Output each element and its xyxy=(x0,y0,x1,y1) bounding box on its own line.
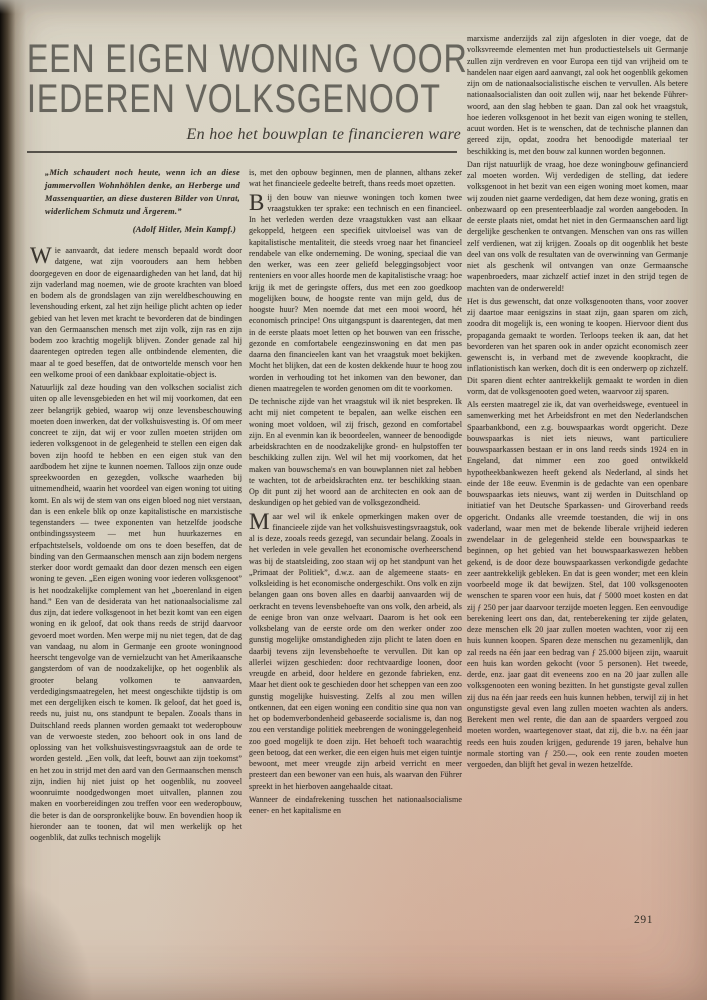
article-header xyxy=(27,36,468,153)
paragraph-text: aar wel wil ik enkele opmerkingen maken over de financieele zijde van het volkshuisvestingsvraagstuk, ook al is deze, zooals reeds gezegd, van secundair belang. Zooals in het verleden in vele gevallen het economische overheerschend was bij de staatsleiding, zoo staan wij op het standpunt van het „Primaat der Politiek”, d.w.z. aan de algemeene staats- en volksleiding is het economische ondergeschikt. Ons volk en zijn belangen gaan ons boven alles en daarbij aanvaarden wij de oerkracht en tevens levensbehoefte van ons volk, den arbeid, als de eenige bron van onze welvaart. Daarom is het ook een volksbelang van de eerste orde om den werker onder zoo gunstig mogelijke omstandigheden zijn plicht te laten doen en daarbij tevens zijn levensbehoefte te vervullen. Dit kan op allerlei wijzen geschieden: door rechtvaardige loonen, door vreugde en arbeid, door heldere en gezonde fabrieken, enz. Maar het dient ook te geschieden door het scheppen van een zoo gunstig mogelijke huisvesting. Zelfs al zou men willen ontkennen, dat een eigen woning een conditio sine qua non van het op bodemverbondenheid gebaseerde socialisme is, dan nog zou een verstandige politiek meebrengen de woninggelegenheid zoo goed mogelijk te doen zijn. Het behoeft toch waarachtig geen betoog, dat een werker, die een eigen huis met eigen tuintje bewoont, met meer vreugde zijn arbeid verricht en meer presteert dan een bewoner van een huis, als waarvan den Führer spreekt in het hierboven aangehaalde citaat. xyxy=(249,511,462,791)
paragraph xyxy=(30,245,242,380)
paragraph: De technische zijde van het vraagstuk wil ik niet bespreken. Ik acht mij niet competent te bepalen, aan welke eischen een woning moet voldoen, wil zij frisch, gezond en comfortabel zijn. En al evenmin kan ik beoordeelen, wanneer de benoodigde arbeidskrachten en de noodzakelijke grond- en hulpstoffen ter beschikking zullen zijn. Wel wil het mij voorkomen, dat het maken van bouwschema's en van bouwplannen niet zal hebben te wachten, tot de arbeidskrachten enz. ter beschikking staan. Op dit punt zij het woord aan de architecten en ook aan de deskundigen op het gebied van de volksgezondheid. xyxy=(249,397,462,508)
paper-page xyxy=(4,0,707,1000)
article-subtitle: En hoe het bouwplan te financieren ware xyxy=(186,126,461,143)
paragraph xyxy=(249,508,462,792)
title-line-2: IEDEREN VOLKSGENOOT xyxy=(27,77,441,122)
drop-cap-m: M xyxy=(249,508,270,534)
header-rule xyxy=(27,151,457,153)
paragraph: Het is dus gewenscht, dat onze volksgenooten thans, voor zoover zij daartoe maar eenigszins in staat zijn, gaan sparen om zich, zoodra dit mogelijk is, een woning te koopen. Hiervoor dient dus propaganda gemaakt te worden. Terloops teeken ik aan, dat het bevorderen van het sparen ook in ander opzicht economisch zeer gewenscht is, in verband met de zwevende koopkracht, die inflationistisch kan werken, doch dit is een onderwerp op zichzelf. Dit sparen dient echter aantrekkelijk gemaakt te worden in dien vorm, dat de volksgenooten goed weten, waarvoor zij sparen. xyxy=(467,296,688,396)
page-left-edge xyxy=(0,0,26,1000)
text-column-2 xyxy=(249,167,462,818)
quote-attribution: (Adolf Hitler, Mein Kampf.) xyxy=(132,225,236,234)
epigraph-quote xyxy=(30,166,242,236)
paragraph: Als eersten maatregel zie ik, dat van overheidswege, eventueel in samenwerking met het Arbeidsfront en met den Nederlandschen Spaarbankbond, een z.g. bouwspaarkas wordt opgericht. Deze bouwspaarkas is niet iets nieuws, want particuliere bouwspaarkassen bestaan er in ons land reeds sinds 1924 en in Engeland, dat nimmer een zoo goed ontwikkeld hypotheekbankwezen heeft gekend als Nederland, al sinds het einde der 18e eeuw. Evenmin is de gedachte van een openbare bouwspaarkas iets nieuws, want zij werden in Duitschland op initiatief van het Deutsche Sparkassen- und Giroverband reeds opgericht. Ondanks alle vreemde toestanden, die wij in ons vaderland, waar men met de bekende liberale vrijheid iederen zwendelaar in de gelegenheid stelde een bouwspaarkas te beginnen, op het gebied van het bouwspaarkaswezen hebben gekend, is de door deze bouwspaarkassen verkondigde gedachte zeer aantrekkelijk gebleken. En dat is geen wonder; met een klein voorbeeld moge ik dat bewijzen. Stel, dat 100 volksgenooten wenschen te sparen voor een huis, dat ƒ 5000 moet kosten en dat zij ƒ 250 per jaar daarvoor terzijde moeten leggen. Een eenvoudige berekening leert ons dan, dat, renteberekening ter zijde gelaten, deze menschen elk 20 jaar zullen moeten wachten, voor zij een huis kunnen koopen. Sparen deze menschen nu gezamenlijk, dan zal reeds na één jaar een bedrag van ƒ 25.000 bijeen zijn, waaruit een huis kan worden gekocht (voor 5 personen). Het tweede, derde, enz. jaar gaat dit eveneens zoo en na 20 jaar zullen alle volksgenooten een woning bezitten. In het gunstigste geval zullen zij dus na één jaar reeds een huis kunnen hebben, terwijl zij in het ongunstigste geval even lang zullen moeten wachten als anders. Berekent men wel rente, die dan aan de spaarders vergoed zou moeten worden, waartegenover staat, dat zij, die b.v. na één jaar reeds een huis zouden krijgen, gedurende 19 jaren, behalve hun normale storting van ƒ 250.—, ook een rente zouden moeten vergoeden, dan blijft het geval in wezen hetzelfde. xyxy=(467,400,688,769)
paragraph-text: ie aanvaardt, dat iedere mensch bepaald wordt door datgene, wat zijn voorouders aan hem hebben doorgegeven en door de eigenaardigheden van het land, dat hij zijn vaderland mag noemen, wie de groote krachten van bloed en bodem als de grondslagen van zijn wereldbeschouwing en levenshouding erkent, zal het zijn heilige plicht achten op ieder gebied van het leven met kracht te bevorderen dat de bindingen van den Germaanschen mensch met zijn volk, zijn ras en zijn bodem zoo krachtig mogelijk blijven. Zonder genade zal hij daarentegen optreden tegen alle ontbindende elementen, die maar al te goed beseffen, dat de ontwortelde mensch voor hen een welkome prooi of een dankbaar exploitatie-object is. xyxy=(30,246,242,379)
title-line-1: EEN EIGEN WONING VOOR xyxy=(27,37,468,82)
paragraph: marxisme anderzijds zal zijn afgesloten in dier voege, dat de volksvreemde elementen met hun productiestelsels uit Germanje zullen zijn verdreven en voor Europa een tijd van vrijheid om te handelen naar eigen aard aanvangt, zal ook het oogenblik gekomen zijn om de nationaalsocialistische eischen te vervullen. Als betere nationaalsocialisten dan ooit zullen wij, naar het bekende Führer-woord, aan den slag hebben te gaan. Dan zal ook het vraagstuk, hoe iederen volksgenoot in het bezit van eigen woning te stellen, acuut worden. Het is te wenschen, dat de technische plannen dan gereed zijn, opdat, zoodra het benoodigde materiaal ter beschikking is, met den bouw zal kunnen worden begonnen. xyxy=(467,34,688,156)
paragraph: is, met den opbouw beginnen, men de plannen, althans zeker wat het financieele gedeelte betreft, thans reeds moet opzetten. xyxy=(249,168,462,189)
page-number: 291 xyxy=(634,914,654,926)
drop-cap-b: B xyxy=(249,189,265,215)
paragraph xyxy=(249,189,462,395)
article-title xyxy=(27,36,468,122)
quote-text: „Mich schaudert noch heute, wenn ich an diese jammervollen Wohnhöhlen denke, an Herberge und Massenquartier, an diese dusteren Bilder von Unrat, widerlichem Schmutz und Ärgerem.” xyxy=(45,168,240,216)
paragraph: Natuurlijk zal deze houding van den volkschen socialist zich uiten op alle levensgebieden en het wil mij voorkomen, dat een zeer belangrijk gebied, waarop wij onze levensbeschouwing moeten doen inwerken, dat der volkshuisvesting is. Of om meer concreet te zijn, dat wij er voor zullen moeten strijden om iederen volksgenoot in de gelegenheid te stellen een eigen dak boven zijn hoofd te hebben en een eigen stuk van den aardbodem het zijne te kunnen noemen. Talloos zijn onze oude spreekwoorden en gezegden, volksche waarheden bij uitnemendheid, waarin het voordeel van eigen woning tot uiting komt. En als wij de stem van ons eigen bloed nog niet verstaan, dan is een enkele blik op onze kapitalistische en marxistische tegenstanders — twee exponenten van hetzelfde joodsche ontbindingssysteem — met hun huurkazernes en erfpachtstelsels, voldoende om ons te doen beseffen, dat de binding van den Germaanschen mensch aan zijn bodem nergens sterker door wordt gemaakt dan door dezen mensch een eigen woning te geven. „Een eigen woning voor iederen volksgenoot” is het noodzakelijke complement van het „boerenland in eigen hand.” Een van de desiderata van het nationaalsocialisme zal dus zijn, dat iedere volksgenoot in het bezit komt van een eigen woning en ik geloof, dat ook thans reeds de strijd daarvoor gevoerd moet worden. Men werpe mij nu niet tegen, dat de dag van vandaag, nu alom in Germanje een groote woningnood heerscht tengevolge van de vernielzucht van het Amerikaansche gangsterdom of van de noodzakelijke, op het oogenblik als grooter belang volkomen te aanvaarden, verdedigingsmaatregelen, het meest ongeschikte tijdstip is om met een dergelijken eisch te komen. Ik geloof, dat het goed is, reeds nu, juist nu, ons standpunt te bepalen. Zooals thans in Duitschland reeds plannen worden gemaakt tot wederopbouw van de verwoeste steden, zoo behoort ook in ons land de oplossing van het volkshuisvestingsvraagstuk aan de orde te worden gesteld. „Een volk, dat leeft, bouwt aan zijn toekomst” en het zou in strijd met den aard van den Germaanschen mensch zijn, indien hij niet juist op het oogenblik, nu zooveel woonruimte noodgedwongen moet uitvallen, plannen zou maken en voorbereidingen zou treffen voor een wederopbouw, die beter is dan de oorspronkelijke bouw. En bovendien hoop ik hieronder aan te toonen, dat wil men werkelijk op het oogenblik, dat zulks technisch mogelijk xyxy=(30,383,242,842)
paragraph: Dan rijst natuurlijk de vraag, hoe deze woningbouw gefinancierd zal moeten worden. Wij verdedigen de stelling, dat iedere volksgenoot in het bezit van een eigen woning moet komen, maar wij zouden niet gaarne verdedigen, dat hem deze woning, gratis en onbezwaard op een presenteerblaadje zal worden aangeboden. In de eerste plaats niet, omdat het niet in den Germaanschen aard ligt dergelijke geschenken te ontvangen. Menschen van ons ras willen zelf verdienen, wat zij krijgen. Zooals op dit oogenblik het beste deel van ons volk de resultaten van de overwinning van Germanje niet als geschenk wil ontvangen van onze Germaansche wapenbroeders, maar zichzelf actief inzet in den strijd tegen de machten van de onderwereld! xyxy=(467,159,688,293)
text-column-3 xyxy=(467,33,688,772)
text-column-1 xyxy=(30,166,242,845)
paragraph-text: ij den bouw van nieuwe woningen toch komen twee vraagstukken ter sprake: een technisch en een financieel. In het verleden werden deze vraagstukken vast aan elkaar gekoppeld, hetgeen een specifiek uitvloeisel was van de kapitalistische mentaliteit, die steeds vroeg naar het financieel rendabele van elke onderneming. De woning, speciaal die van den werker, was een zeer geliefd beleggingsobject voor renteniers en voor alles hoorde men de kapitalistische vraag: hoe krijg ik met de geringste offers, dus met een zoo goedkoop mogelijken bouw, de hoogste rente van mijn geld, dus de hoogste huur? Men noemde dat met een mooi woord, hét economisch principe! Ons uitgangspunt is daarentegen, dat men in de eerste plaats moet letten op het bouwen van een frissche, gezonde en comfortabele eengezinswoning en dat men pas daarna den financieelen kant van het vraagstuk moet bekijken. Mocht het blijken, dat een de kosten dekkende huur te hoog zou worden in verhouding tot het inkomen van den bewoner, dan dienen maatregelen te worden genomen om dit te voorkomen. xyxy=(249,192,462,393)
paragraph: Wanneer de eindafrekening tusschen het nationaalsocialisme eener- en het kapitalisme en xyxy=(249,794,462,815)
scanner-top-edge xyxy=(0,0,707,14)
drop-cap-w: W xyxy=(30,243,52,268)
